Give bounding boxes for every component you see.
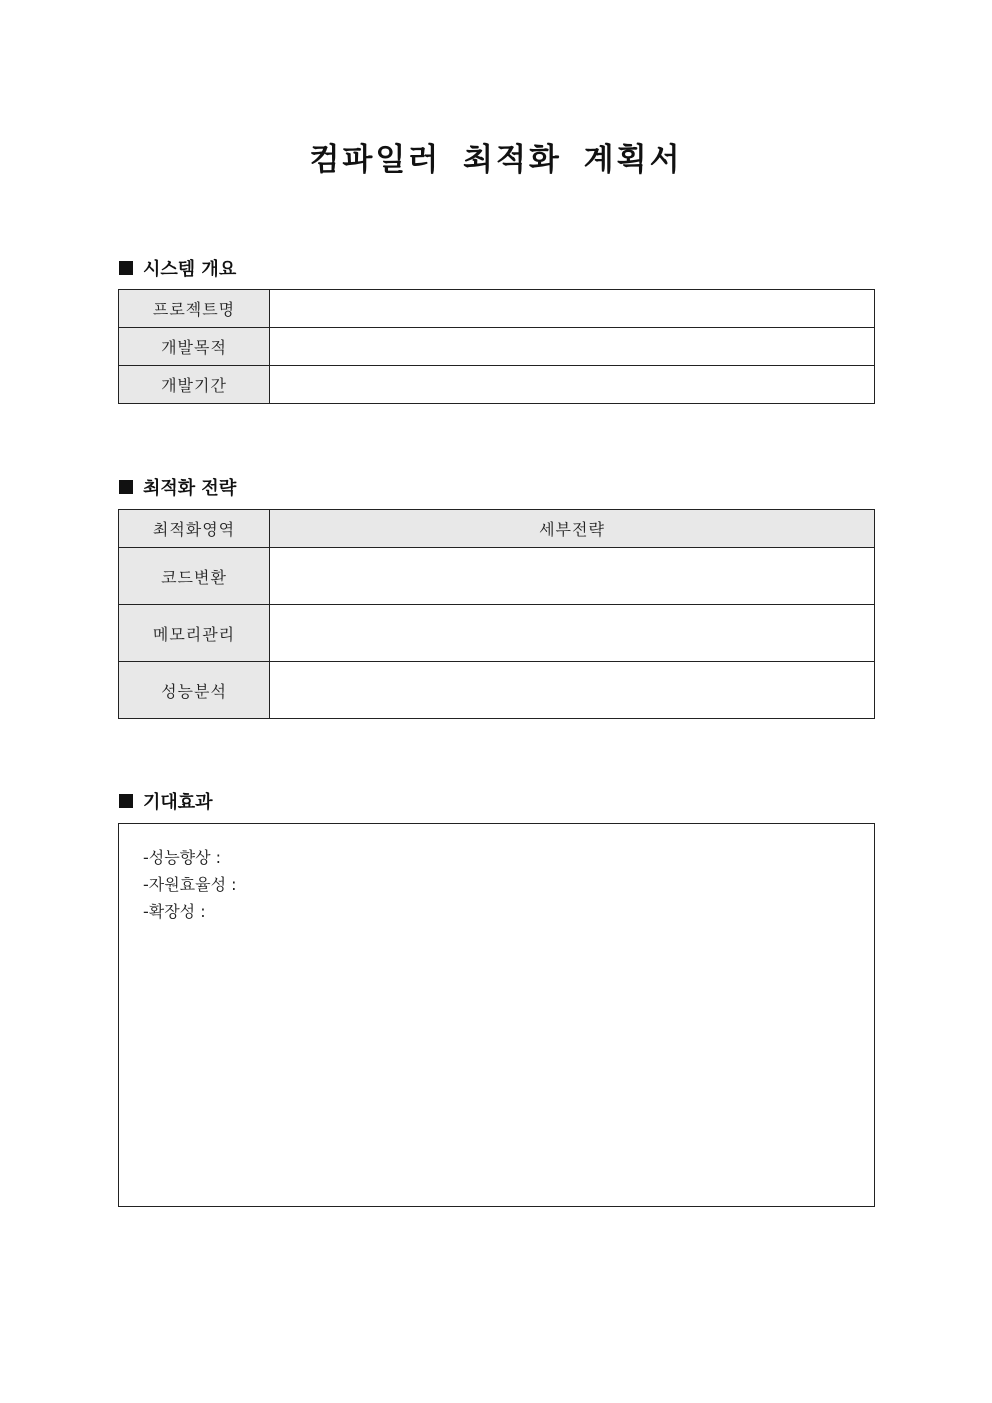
table-row (119, 328, 875, 366)
section-title: 시스템 개요 (143, 259, 237, 280)
project-name-field[interactable] (270, 290, 875, 328)
section-heading-strategy (119, 474, 236, 500)
project-name-label: 프로젝트명 (119, 290, 270, 328)
effects-list (143, 844, 237, 925)
memory-management-label: 메모리관리 (119, 605, 270, 662)
section-heading-effects (119, 788, 213, 814)
column-header-detail: 세부전략 (270, 510, 875, 548)
list-item: -확장성 : (143, 902, 206, 921)
dev-period-field[interactable] (270, 366, 875, 404)
memory-management-field[interactable] (270, 605, 875, 662)
table-row (119, 366, 875, 404)
dev-period-label: 개발기간 (119, 366, 270, 404)
code-transform-field[interactable] (270, 548, 875, 605)
square-bullet-icon (119, 794, 133, 808)
list-item: -성능향상 : (143, 848, 222, 867)
square-bullet-icon (119, 261, 133, 275)
table-row (119, 662, 875, 719)
table-row (119, 605, 875, 662)
table-row (119, 548, 875, 605)
performance-analysis-label: 성능분석 (119, 662, 270, 719)
code-transform-label: 코드변환 (119, 548, 270, 605)
square-bullet-icon (119, 480, 133, 494)
overview-table (118, 289, 875, 404)
list-item: -자원효율성 : (143, 875, 237, 894)
table-header-row (119, 510, 875, 548)
table-row (119, 290, 875, 328)
expected-effects-box[interactable] (118, 823, 875, 1207)
dev-purpose-label: 개발목적 (119, 328, 270, 366)
document-title: 컴파일러 최적화 계획서 (309, 142, 683, 178)
section-title: 기대효과 (143, 792, 213, 813)
section-title: 최적화 전략 (143, 478, 237, 499)
strategy-table (118, 509, 875, 719)
dev-purpose-field[interactable] (270, 328, 875, 366)
performance-analysis-field[interactable] (270, 662, 875, 719)
section-heading-overview (119, 255, 236, 281)
column-header-area: 최적화영역 (119, 510, 270, 548)
